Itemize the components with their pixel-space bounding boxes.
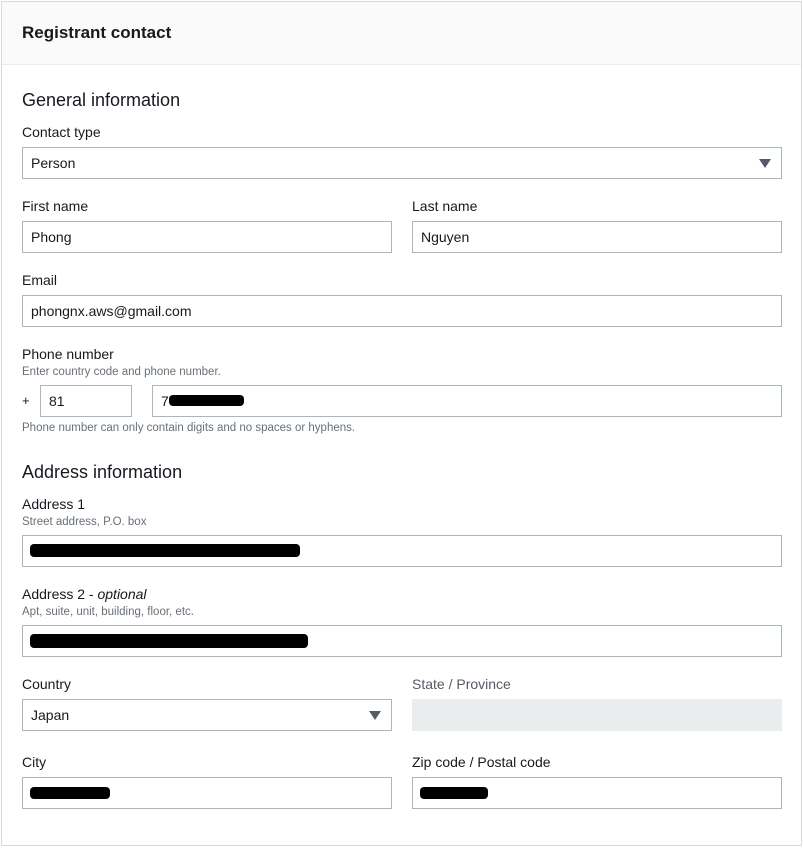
last-name-value: Nguyen <box>421 229 470 245</box>
address1-description: Street address, P.O. box <box>22 516 147 528</box>
phone-redaction <box>169 395 244 406</box>
address1-label: Address 1 <box>22 496 86 512</box>
contact-type-label: Contact type <box>22 124 101 140</box>
email-label: Email <box>22 272 58 288</box>
phone-number-hint: Phone number can only contain digits and no spaces or hyphens. <box>22 422 356 434</box>
address2-description: Apt, suite, unit, building, floor, etc. <box>22 606 194 618</box>
state-province-label: State / Province <box>412 676 511 692</box>
email-value: phongnx.aws@gmail.com <box>31 303 192 319</box>
address-information-title: Address information <box>22 462 183 482</box>
zip-code-label: Zip code / Postal code <box>412 754 551 770</box>
zip-code-redaction <box>420 787 488 799</box>
state-province-input <box>412 699 782 731</box>
general-information-title: General information <box>22 90 181 110</box>
address2-label <box>22 586 147 602</box>
phone-number-label: Phone number <box>22 346 114 362</box>
first-name-label: First name <box>22 198 89 214</box>
phone-plus-sign: + <box>22 393 30 408</box>
caret-down-icon <box>759 159 771 168</box>
phone-number-input[interactable] <box>152 385 782 417</box>
first-name-value: Phong <box>31 229 72 245</box>
address1-redaction <box>30 544 300 557</box>
address2-label-text: Address 2 - <box>22 586 98 602</box>
city-redaction <box>30 787 110 799</box>
last-name-label: Last name <box>412 198 478 214</box>
last-name-input[interactable] <box>412 221 782 253</box>
country-value: Japan <box>31 707 70 723</box>
panel-header <box>2 2 801 65</box>
address2-optional: optional <box>97 586 147 602</box>
address2-redaction <box>30 634 308 648</box>
caret-down-icon <box>369 711 381 720</box>
email-input[interactable] <box>22 295 782 327</box>
country-code-input[interactable] <box>40 385 132 417</box>
country-code-value: 81 <box>49 393 65 409</box>
panel-title: Registrant contact <box>22 23 172 42</box>
phone-number-description: Enter country code and phone number. <box>22 366 221 378</box>
phone-number-value: 7 <box>161 393 169 409</box>
country-label: Country <box>22 676 72 692</box>
country-select[interactable] <box>22 699 392 731</box>
contact-type-value: Person <box>31 155 76 171</box>
first-name-input[interactable] <box>22 221 392 253</box>
contact-type-select[interactable] <box>22 147 782 179</box>
city-label: City <box>22 754 47 770</box>
